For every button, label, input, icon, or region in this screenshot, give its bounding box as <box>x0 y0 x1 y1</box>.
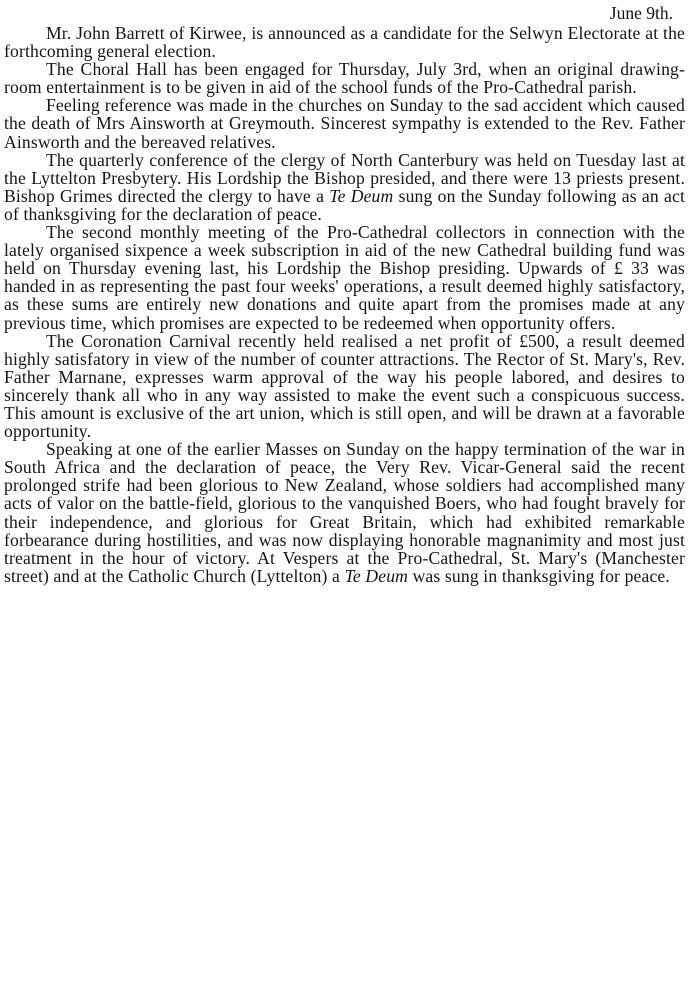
paragraph-text: The quarterly conference of the clergy of North Canterbury was held on Tuesday last at the Lyttelton Presbytery. His Lordship the Bishop presided, and there were 13 priests present. Bishop Grimes directed the clergy to have a <box>4 149 685 206</box>
paragraph-barrett-candidate: Mr. John Barrett of Kirwee, is announced as a candidate for the Selwyn Electorate at the forthcoming general election. <box>4 23 685 62</box>
paragraph-text: Speaking at one of the earlier Masses on Sunday on the happy termination of the war in South Africa and the declaration of peace, the Very Rev. Vicar-General said the recent prolonged strife had been glorious to New Zealand, whose soldiers had accomplished many acts of valor on the battle-field, glorious to the vanquished Boers, who had fought bravely for their independence, and glorious for Great Britain, which had exhibited remarkable forbearance during hostilities, and was now displaying honorable magnanimity and most just treatment in the hour of victory. At Vespers at the Pro-Cathedral, St. Mary's (Manchester street) and at the Catholic Church (Lyttelton) a <box>4 439 685 586</box>
paragraph-ainsworth-accident: Feeling reference was made in the churches on Sunday to the sad accident which caused the death of Mrs Ainsworth at Greymouth. Sincerest sympathy is extended to the Rev. Father Ainsworth and the bereaved relatives. <box>4 95 685 152</box>
paragraph-war-sermon <box>4 440 685 585</box>
paragraph-collectors-meeting: The second monthly meeting of the Pro-Cathedral collectors in connection with the lately organised sixpence a week subscription in aid of the new Cathedral building fund was held on Thursday evening last, his Lordship the Bishop presiding. Upwards of £ 33 was handed in as representing the past four weeks' operations, a result deemed highly satisfactory, as these sums are entirely new donations and quite apart from the promises made at any previous time, which promises are expected to be redeemed when opportunity offers. <box>4 222 685 333</box>
paragraph-coronation-carnival: The Coronation Carnival recently held realised a net profit of £500, a result deemed highly satisfatory in view of the number of counter attractions. The Rector of St. Mary's, Rev. Father Marnane, expresses warm approval of the way his people labored, and desires to sincerely thank all who in any way assisted to make the event such a conspicuous success. This amount is exclusive of the art union, which is still open, and will be drawn at a favorable opportunity. <box>4 330 685 442</box>
paragraph-choral-hall: The Choral Hall has been engaged for Thursday, July 3rd, when an original drawing-room entertainment is to be given in aid of the school funds of the Pro-Cathedral parish. <box>4 59 685 98</box>
te-deum-italic: Te Deum <box>344 565 409 586</box>
dateline: June 9th. <box>609 3 673 23</box>
newspaper-column <box>4 4 685 585</box>
paragraph-text: was sung in thanksgiving for peace. <box>408 565 670 586</box>
te-deum-italic: Te Deum <box>329 185 394 206</box>
paragraph-clergy-conference <box>4 151 685 223</box>
paragraph-text: sung on the Sunday following as an act of thanksgiving for the declaration of peace. <box>4 185 685 224</box>
